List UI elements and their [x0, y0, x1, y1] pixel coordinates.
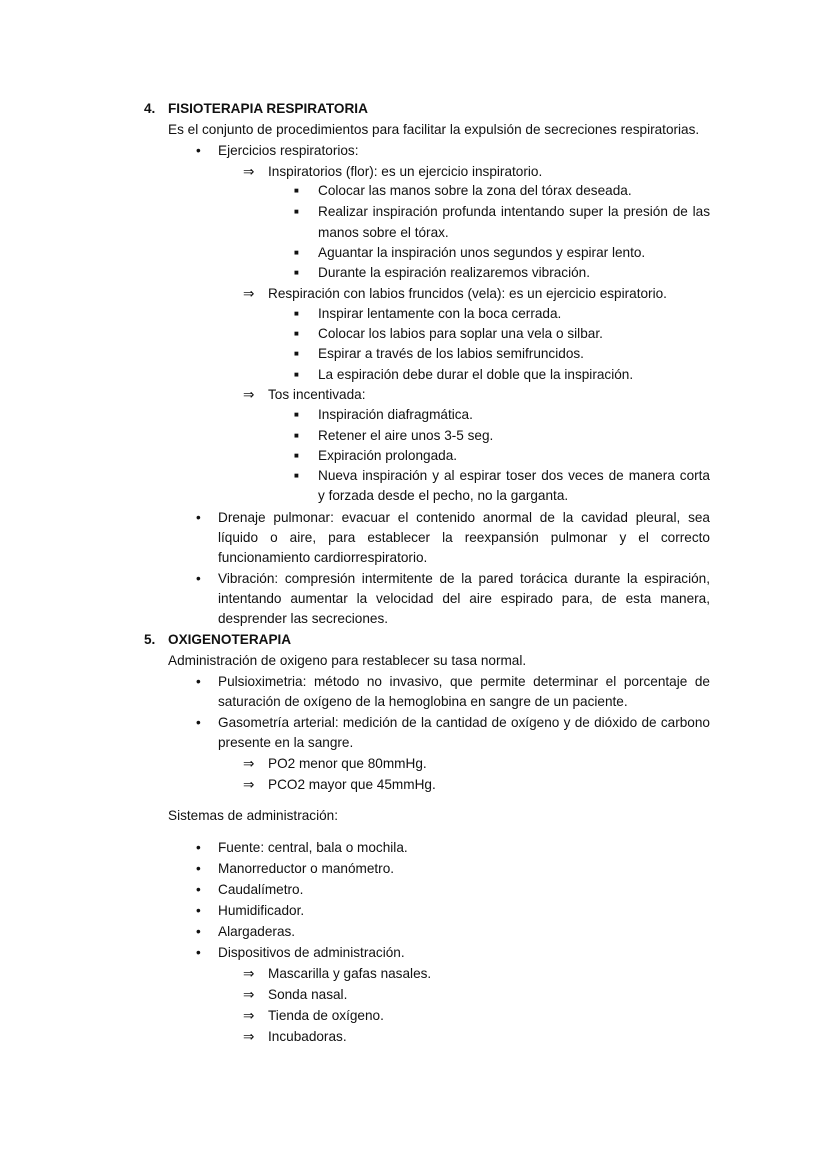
- list-item: Nueva inspiración y al espirar toser dos veces de manera corta: [318, 468, 710, 483]
- list-item: Caudalímetro.: [218, 882, 304, 897]
- list-item: Humidificador.: [218, 903, 305, 918]
- list-item: Colocar las manos sobre la zona del tórax deseada.: [318, 183, 632, 198]
- section-5-title: OXIGENOTERAPIA: [168, 632, 292, 647]
- arrow-marker: ⇒: [243, 756, 255, 771]
- drenaje-line: funcionamiento cardiorrespiratorio.: [218, 550, 428, 565]
- list-item-continuation: manos sobre el tórax.: [318, 225, 449, 240]
- bullet-marker: •: [196, 674, 201, 689]
- bullet-marker: •: [196, 924, 201, 939]
- list-item: Retener el aire unos 3-5 seg.: [318, 428, 494, 443]
- square-marker: ■: [294, 431, 299, 440]
- drenaje-line: líquido o aire, para establecer la reexpansión pulmonar y el correcto: [218, 530, 710, 545]
- bullet-marker: •: [196, 571, 201, 586]
- bullet-marker: •: [196, 861, 201, 876]
- list-item: Inspiración diafragmática.: [318, 407, 473, 422]
- section-5-intro: Administración de oxigeno para restablecer su tasa normal.: [168, 653, 527, 668]
- section-5-heading: [144, 630, 291, 650]
- tos-label: Tos incentivada:: [268, 387, 366, 402]
- gasometria-line: Gasometría arterial: medición de la cantidad de oxígeno y de dióxido de carbono: [218, 715, 710, 730]
- list-item: Realizar inspiración profunda intentando super la presión de las: [318, 204, 710, 219]
- list-item: Colocar los labios para soplar una vela o silbar.: [318, 326, 603, 341]
- bullet-marker: •: [196, 945, 201, 960]
- square-marker: ■: [294, 248, 299, 257]
- square-marker: ■: [294, 410, 299, 419]
- gasometria-line: presente en la sangre.: [218, 735, 354, 750]
- arrow-marker: ⇒: [243, 1029, 255, 1044]
- list-item: Mascarilla y gafas nasales.: [268, 966, 432, 981]
- arrow-marker: ⇒: [243, 966, 255, 981]
- square-marker: ■: [294, 451, 299, 460]
- square-marker: ■: [294, 349, 299, 358]
- arrow-marker: ⇒: [243, 164, 255, 179]
- arrow-marker: ⇒: [243, 387, 255, 402]
- square-marker: ■: [294, 207, 299, 216]
- section-4-title: FISIOTERAPIA RESPIRATORIA: [168, 101, 368, 116]
- list-item: Expiración prolongada.: [318, 448, 458, 463]
- list-item: Incubadoras.: [268, 1029, 347, 1044]
- bullet-marker: •: [196, 882, 201, 897]
- arrow-marker: ⇒: [243, 286, 255, 301]
- section-5-number: 5.: [144, 632, 156, 647]
- list-item: Inspirar lentamente con la boca cerrada.: [318, 306, 562, 321]
- section-4-heading: [144, 99, 368, 119]
- square-marker: ■: [294, 329, 299, 338]
- list-item: Sonda nasal.: [268, 987, 348, 1002]
- list-item: Fuente: central, bala o mochila.: [218, 840, 408, 855]
- list-item: Espirar a través de los labios semifruncidos.: [318, 346, 584, 361]
- arrow-marker: ⇒: [243, 1008, 255, 1023]
- bullet-marker: •: [196, 143, 201, 158]
- bullet-marker: •: [196, 903, 201, 918]
- square-marker: ■: [294, 186, 299, 195]
- pulsioximetria-line: saturación de oxígeno de la hemoglobina en sangre de un paciente.: [218, 694, 628, 709]
- list-item: Aguantar la inspiración unos segundos y espirar lento.: [318, 245, 646, 260]
- drenaje-line: Drenaje pulmonar: evacuar el contenido anormal de la cavidad pleural, sea: [218, 510, 710, 525]
- square-marker: ■: [294, 268, 299, 277]
- vibracion-line: Vibración: compresión intermitente de la pared torácica durante la espiración,: [218, 571, 710, 586]
- list-item-continuation: y forzada desde el pecho, no la garganta.: [318, 488, 569, 503]
- bullet-marker: •: [196, 510, 201, 525]
- vibracion-line: intentando aumentar la velocidad del aire espirado para, de esta manera,: [218, 591, 710, 606]
- square-marker: ■: [294, 370, 299, 379]
- section-4-number: 4.: [144, 101, 156, 116]
- square-marker: ■: [294, 309, 299, 318]
- arrow-marker: ⇒: [243, 987, 255, 1002]
- list-item: Alargaderas.: [218, 924, 296, 939]
- list-item: Dispositivos de administración.: [218, 945, 405, 960]
- square-marker: ■: [294, 471, 299, 480]
- inspiratorios-label: Inspiratorios (flor): es un ejercicio inspiratorio.: [268, 164, 543, 179]
- arrow-marker: ⇒: [243, 777, 255, 792]
- sistemas-label: Sistemas de administración:: [168, 808, 338, 823]
- pulsioximetria-line: Pulsioximetria: método no invasivo, que permite determinar el porcentaje de: [218, 674, 710, 689]
- gas-value: PO2 menor que 80mmHg.: [268, 756, 427, 771]
- list-item: Durante la espiración realizaremos vibración.: [318, 265, 591, 280]
- list-item: La espiración debe durar el doble que la inspiración.: [318, 367, 634, 382]
- labios-label: Respiración con labios fruncidos (vela): es un ejercicio espiratorio.: [268, 286, 667, 301]
- list-item: Tienda de oxígeno.: [268, 1008, 384, 1023]
- list-item: Manorreductor o manómetro.: [218, 861, 395, 876]
- bullet-marker: •: [196, 715, 201, 730]
- vibracion-line: desprender las secreciones.: [218, 611, 389, 626]
- ejercicios-label: Ejercicios respiratorios:: [218, 143, 359, 158]
- bullet-marker: •: [196, 840, 201, 855]
- section-4-intro: Es el conjunto de procedimientos para facilitar la expulsión de secreciones respiratorias.: [168, 122, 700, 137]
- gas-value: PCO2 mayor que 45mmHg.: [268, 777, 436, 792]
